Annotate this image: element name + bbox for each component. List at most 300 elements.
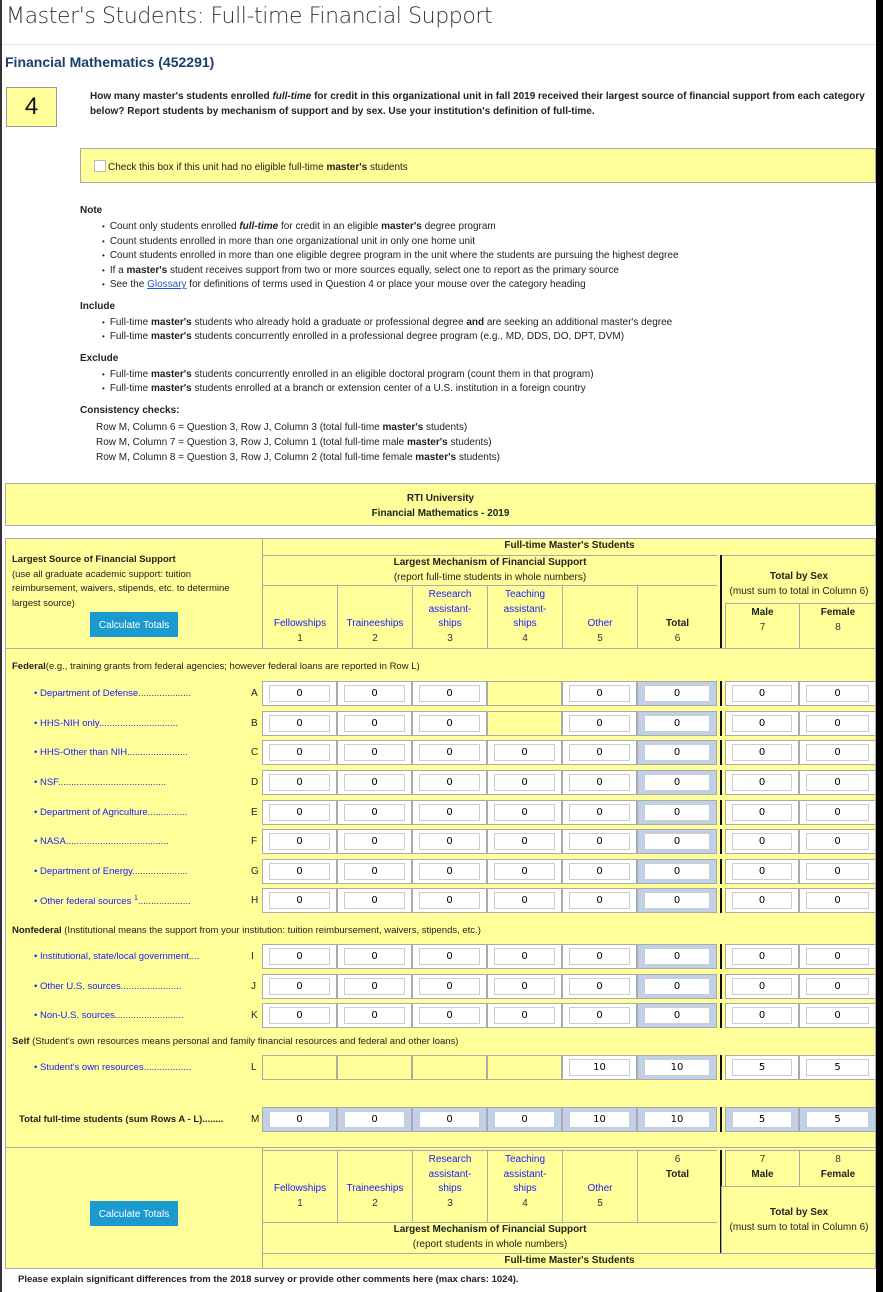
- value-cell: [262, 740, 337, 765]
- input-row-m-col-8[interactable]: [806, 1111, 869, 1128]
- column-separator: [720, 1055, 722, 1080]
- no-students-option: [80, 148, 876, 183]
- value-cell: [562, 974, 637, 999]
- value-cell: [562, 859, 637, 884]
- value-cell: [637, 1055, 717, 1080]
- column-separator: [720, 1107, 722, 1132]
- exclude-heading: Exclude: [80, 352, 119, 364]
- column-header-bottom-8: 8 Female: [799, 1150, 876, 1186]
- value-cell: [637, 1107, 717, 1132]
- value-cell: [799, 800, 876, 825]
- total-by-sex-heading-top: Total by Sex (must sum to total in Column 6): [721, 555, 876, 603]
- column-header-3[interactable]: Research assistant- ships 3: [412, 585, 487, 648]
- input-row-a-col-7[interactable]: [732, 685, 792, 702]
- value-cell: [799, 711, 876, 736]
- nonfederal-section-label: Nonfederal (Institutional means the support from your institution: tuition reimbursement, waivers, stipends, etc.): [12, 925, 481, 936]
- column-separator: [720, 681, 722, 706]
- row-letter: F: [251, 836, 258, 847]
- input-row-k-col-5[interactable]: [569, 1007, 630, 1024]
- column-header-bottom-4[interactable]: Teaching assistant- ships 4: [487, 1150, 562, 1222]
- value-cell: [637, 740, 717, 765]
- full-time-heading-bottom: Full-time Master's Students: [262, 1253, 876, 1269]
- question-text-emphasis: full-time: [272, 91, 312, 102]
- input-row-k-col-8[interactable]: [806, 1007, 869, 1024]
- value-cell: [725, 1055, 799, 1080]
- input-row-h-col-6[interactable]: [644, 892, 710, 909]
- value-cell: [725, 888, 799, 913]
- empty-cell: [337, 1055, 412, 1080]
- input-row-c-col-2[interactable]: [344, 744, 405, 761]
- value-cell: [725, 800, 799, 825]
- value-cell: [412, 888, 487, 913]
- value-cell: [562, 1055, 637, 1080]
- input-row-h-col-5[interactable]: [569, 892, 630, 909]
- checks-heading: Consistency checks:: [80, 404, 180, 416]
- input-row-f-col-3[interactable]: [419, 833, 480, 850]
- column-separator: [720, 740, 722, 765]
- value-cell: [637, 888, 717, 913]
- no-students-checkbox[interactable]: [94, 160, 106, 172]
- value-cell: [262, 974, 337, 999]
- input-row-k-col-6[interactable]: [644, 1007, 710, 1024]
- source-heading: Largest Source of Financial Support: [12, 554, 176, 565]
- column-separator: [720, 800, 722, 825]
- input-row-e-col-8[interactable]: [806, 804, 869, 821]
- row-label-d[interactable]: • NSF.........................................: [34, 777, 167, 788]
- question-text: [90, 89, 875, 119]
- check-item: Row M, Column 8 = Question 3, Row J, Column 2 (total full-time female master's students): [96, 451, 500, 463]
- input-row-g-col-2[interactable]: [344, 863, 405, 880]
- value-cell: [412, 770, 487, 795]
- support-table: [5, 538, 876, 1269]
- value-cell: [262, 800, 337, 825]
- value-cell: [487, 1107, 562, 1132]
- check-item: Row M, Column 6 = Question 3, Row J, Column 3 (total full-time master's students): [96, 421, 468, 433]
- input-row-c-col-4[interactable]: [494, 744, 555, 761]
- instructions: [80, 205, 870, 465]
- row-letter: M: [251, 1114, 260, 1125]
- value-cell: [337, 740, 412, 765]
- input-row-d-col-8[interactable]: [806, 774, 869, 791]
- row-label-l[interactable]: • Student's own resources..................: [34, 1062, 192, 1073]
- input-row-k-col-1[interactable]: [269, 1007, 330, 1024]
- input-row-i-col-1[interactable]: [269, 948, 330, 965]
- row-letter: L: [251, 1062, 257, 1073]
- total-row-label: Total full-time students (sum Rows A - L)........: [19, 1114, 224, 1125]
- input-row-g-col-1[interactable]: [269, 863, 330, 880]
- value-cell: [799, 1055, 876, 1080]
- column-header-4[interactable]: Teaching assistant- ships 4: [487, 585, 562, 648]
- value-cell: [799, 974, 876, 999]
- input-row-b-col-5[interactable]: [569, 715, 630, 732]
- value-cell: [637, 800, 717, 825]
- divider: [6, 1147, 876, 1148]
- unit-title: Financial Mathematics (452291): [5, 54, 215, 70]
- row-label-c[interactable]: • HHS-Other than NIH.......................: [34, 747, 188, 758]
- exclude-item: • Full-time master's students enrolled at a branch or extension center of a U.S. institution in a foreign country: [102, 382, 870, 397]
- input-row-k-col-3[interactable]: [419, 1007, 480, 1024]
- value-cell: [412, 800, 487, 825]
- input-row-g-col-3[interactable]: [419, 863, 480, 880]
- value-cell: [487, 800, 562, 825]
- include-list: [80, 316, 870, 345]
- value-cell: [487, 1003, 562, 1028]
- input-row-h-col-2[interactable]: [344, 892, 405, 909]
- input-row-j-col-2[interactable]: [344, 978, 405, 995]
- column-header-bottom-1[interactable]: Fellowships 1: [262, 1150, 337, 1222]
- value-cell: [337, 1003, 412, 1028]
- value-cell: [262, 1003, 337, 1028]
- input-row-b-col-3[interactable]: [419, 715, 480, 732]
- empty-cell: [487, 681, 562, 706]
- value-cell: [725, 1107, 799, 1132]
- input-row-f-col-1[interactable]: [269, 833, 330, 850]
- value-cell: [562, 888, 637, 913]
- value-cell: [725, 1003, 799, 1028]
- value-cell: [337, 1107, 412, 1132]
- row-label-e[interactable]: • Department of Agriculture...............: [34, 807, 188, 818]
- input-row-c-col-6[interactable]: [644, 744, 710, 761]
- input-row-j-col-7[interactable]: [732, 978, 792, 995]
- row-letter: H: [251, 895, 259, 906]
- input-row-d-col-2[interactable]: [344, 774, 405, 791]
- input-row-a-col-5[interactable]: [569, 685, 630, 702]
- value-cell: [799, 859, 876, 884]
- input-row-f-col-2[interactable]: [344, 833, 405, 850]
- value-cell: [487, 888, 562, 913]
- value-cell: [487, 740, 562, 765]
- input-row-g-col-7[interactable]: [732, 863, 792, 880]
- mechanism-heading-top: Largest Mechanism of Financial Support (report full-time students in whole numbers): [262, 555, 717, 585]
- glossary-link[interactable]: Glossary: [147, 279, 187, 290]
- value-cell: [637, 770, 717, 795]
- row-letter: G: [251, 866, 259, 877]
- value-cell: [799, 1107, 876, 1132]
- input-row-g-col-4[interactable]: [494, 863, 555, 880]
- value-cell: [637, 1003, 717, 1028]
- input-row-i-col-5[interactable]: [569, 948, 630, 965]
- row-label-i[interactable]: • Institutional, state/local government....: [34, 951, 200, 962]
- value-cell: [799, 1003, 876, 1028]
- column-header-bottom-5[interactable]: Other 5: [562, 1150, 637, 1222]
- check-item: Row M, Column 7 = Question 3, Row J, Column 1 (total full-time male master's students): [96, 436, 492, 448]
- value-cell: [562, 711, 637, 736]
- column-separator: [720, 1003, 722, 1028]
- value-cell: [412, 740, 487, 765]
- input-row-f-col-7[interactable]: [732, 833, 792, 850]
- comments-prompt: Please explain significant differences from the 2018 survey or provide other comments here (max chars: 1024).: [5, 1269, 876, 1292]
- value-cell: [799, 770, 876, 795]
- input-row-j-col-3[interactable]: [419, 978, 480, 995]
- input-row-e-col-6[interactable]: [644, 804, 710, 821]
- input-row-l-col-7[interactable]: [732, 1059, 792, 1076]
- note-heading: Note: [80, 205, 103, 216]
- note-item: • Count students enrolled in more than one organizational unit in only one home unit: [102, 235, 870, 250]
- input-row-i-col-2[interactable]: [344, 948, 405, 965]
- value-cell: [487, 974, 562, 999]
- column-header-bottom-3[interactable]: Research assistant- ships 3: [412, 1150, 487, 1222]
- column-header-2[interactable]: Traineeships 2: [337, 585, 412, 648]
- value-cell: [562, 681, 637, 706]
- input-row-l-col-5[interactable]: [569, 1059, 630, 1076]
- value-cell: [262, 770, 337, 795]
- value-cell: [487, 770, 562, 795]
- column-header-6: Total 6: [637, 585, 717, 648]
- value-cell: [725, 770, 799, 795]
- input-row-f-col-6[interactable]: [644, 833, 710, 850]
- value-cell: [412, 681, 487, 706]
- input-row-e-col-2[interactable]: [344, 804, 405, 821]
- value-cell: [412, 974, 487, 999]
- input-row-i-col-3[interactable]: [419, 948, 480, 965]
- empty-cell: [412, 1055, 487, 1080]
- value-cell: [799, 944, 876, 969]
- consistency-checks: [80, 420, 870, 465]
- value-cell: [412, 711, 487, 736]
- input-row-d-col-6[interactable]: [644, 774, 710, 791]
- value-cell: [412, 829, 487, 854]
- divider: [262, 1147, 263, 1269]
- input-row-f-col-4[interactable]: [494, 833, 555, 850]
- exclude-item: • Full-time master's students concurrently enrolled in an eligible doctoral program (count them in that program): [102, 368, 870, 383]
- value-cell: [725, 711, 799, 736]
- column-separator: [720, 859, 722, 884]
- input-row-d-col-4[interactable]: [494, 774, 555, 791]
- federal-section-label: Federal(e.g., training grants from federal agencies; however federal loans are reported in Row L): [12, 661, 420, 672]
- input-row-a-col-8[interactable]: [806, 685, 869, 702]
- column-header-8: Female 8: [799, 603, 876, 648]
- divider: [6, 648, 876, 649]
- row-letter: A: [251, 688, 258, 699]
- input-row-c-col-3[interactable]: [419, 744, 480, 761]
- value-cell: [337, 711, 412, 736]
- column-header-bottom-6: 6 Total: [637, 1150, 717, 1222]
- full-time-heading-top: Full-time Master's Students: [262, 539, 876, 555]
- row-label-k[interactable]: • Non-U.S. sources..........................: [34, 1010, 184, 1021]
- value-cell: [725, 859, 799, 884]
- note-item: • If a master's student receives support from two or more sources equally, select one to report as the primary source: [102, 264, 870, 279]
- source-subtext: (use all graduate academic support: tuition reimbursement, waivers, stipends, etc. to determine largest source): [12, 568, 230, 609]
- value-cell: [562, 740, 637, 765]
- input-row-c-col-8[interactable]: [806, 744, 869, 761]
- input-row-k-col-4[interactable]: [494, 1007, 555, 1024]
- input-row-b-col-1[interactable]: [269, 715, 330, 732]
- input-row-m-col-3[interactable]: [419, 1111, 480, 1128]
- value-cell: [562, 829, 637, 854]
- row-label-g[interactable]: • Department of Energy.....................: [34, 866, 188, 877]
- page-title: Master's Students: Full-time Financial Support: [2, 0, 876, 45]
- include-item: • Full-time master's students who already hold a graduate or professional degree and are seeking an additional master's degree: [102, 316, 870, 331]
- value-cell: [337, 888, 412, 913]
- input-row-k-col-7[interactable]: [732, 1007, 792, 1024]
- value-cell: [262, 859, 337, 884]
- value-cell: [637, 681, 717, 706]
- value-cell: [725, 944, 799, 969]
- institution-header: [5, 483, 876, 526]
- input-row-h-col-4[interactable]: [494, 892, 555, 909]
- input-row-b-col-8[interactable]: [806, 715, 869, 732]
- total-by-sex-heading-bottom: Total by Sex (must sum to total in Column 6): [721, 1186, 876, 1253]
- calculate-totals-button-bottom[interactable]: Calculate Totals: [90, 1201, 178, 1226]
- input-row-b-col-7[interactable]: [732, 715, 792, 732]
- note-item: • Count only students enrolled full-time for credit in an eligible master's degree program: [102, 220, 870, 235]
- input-row-a-col-3[interactable]: [419, 685, 480, 702]
- value-cell: [562, 944, 637, 969]
- input-row-j-col-1[interactable]: [269, 978, 330, 995]
- input-row-a-col-1[interactable]: [269, 685, 330, 702]
- source-heading-block: [12, 553, 257, 611]
- value-cell: [637, 711, 717, 736]
- input-row-a-col-2[interactable]: [344, 685, 405, 702]
- note-item: • Count students enrolled in more than one eligible degree program in the unit where the students are pursuing the highest degree: [102, 249, 870, 264]
- input-row-l-col-8[interactable]: [806, 1059, 869, 1076]
- row-letter: C: [251, 747, 259, 758]
- row-letter: I: [251, 951, 254, 962]
- input-row-l-col-6[interactable]: [644, 1059, 710, 1076]
- input-row-g-col-5[interactable]: [569, 863, 630, 880]
- input-row-i-col-7[interactable]: [732, 948, 792, 965]
- value-cell: [562, 1107, 637, 1132]
- value-cell: [799, 681, 876, 706]
- input-row-a-col-6[interactable]: [644, 685, 710, 702]
- input-row-i-col-8[interactable]: [806, 948, 869, 965]
- value-cell: [337, 800, 412, 825]
- value-cell: [337, 681, 412, 706]
- input-row-m-col-2[interactable]: [344, 1111, 405, 1128]
- input-row-i-col-4[interactable]: [494, 948, 555, 965]
- value-cell: [412, 859, 487, 884]
- input-row-d-col-1[interactable]: [269, 774, 330, 791]
- value-cell: [262, 711, 337, 736]
- column-header-1[interactable]: Fellowships 1: [262, 585, 337, 648]
- input-row-m-col-1[interactable]: [269, 1111, 330, 1128]
- column-separator: [720, 974, 722, 999]
- input-row-j-col-4[interactable]: [494, 978, 555, 995]
- question-text-part: How many master's students enrolled: [90, 91, 273, 102]
- value-cell: [799, 829, 876, 854]
- input-row-h-col-1[interactable]: [269, 892, 330, 909]
- unit-year: Financial Mathematics - 2019: [371, 508, 510, 519]
- value-cell: [412, 944, 487, 969]
- column-header-bottom-2[interactable]: Traineeships 2: [337, 1150, 412, 1222]
- value-cell: [337, 829, 412, 854]
- column-separator: [720, 555, 722, 648]
- value-cell: [637, 829, 717, 854]
- input-row-g-col-6[interactable]: [644, 863, 710, 880]
- value-cell: [337, 944, 412, 969]
- input-row-c-col-7[interactable]: [732, 744, 792, 761]
- input-row-i-col-6[interactable]: [644, 948, 710, 965]
- value-cell: [725, 740, 799, 765]
- row-label-h[interactable]: • Other federal sources $^1$....................: [34, 895, 191, 908]
- input-row-b-col-6[interactable]: [644, 715, 710, 732]
- value-cell: [562, 770, 637, 795]
- value-cell: [487, 944, 562, 969]
- value-cell: [337, 974, 412, 999]
- column-separator: [720, 770, 722, 795]
- input-row-d-col-3[interactable]: [419, 774, 480, 791]
- include-item: • Full-time master's students concurrently enrolled in a professional degree program (e.g., MD, DDS, DO, DPT, DVM): [102, 330, 870, 345]
- value-cell: [262, 1107, 337, 1132]
- input-row-c-col-1[interactable]: [269, 744, 330, 761]
- row-letter: J: [251, 981, 256, 992]
- column-header-bottom-7: 7 Male: [725, 1150, 799, 1186]
- input-row-e-col-3[interactable]: [419, 804, 480, 821]
- input-row-m-col-7[interactable]: [732, 1111, 792, 1128]
- include-heading: Include: [80, 300, 116, 312]
- row-label-f[interactable]: • NASA.......................................: [34, 836, 169, 847]
- input-row-m-col-6[interactable]: [644, 1111, 710, 1128]
- value-cell: [562, 800, 637, 825]
- column-separator: [720, 888, 722, 913]
- input-row-k-col-2[interactable]: [344, 1007, 405, 1024]
- calculate-totals-button-top[interactable]: Calculate Totals: [90, 612, 178, 637]
- column-header-5[interactable]: Other 5: [562, 585, 637, 648]
- row-letter: E: [251, 807, 258, 818]
- input-row-e-col-5[interactable]: [569, 804, 630, 821]
- empty-cell: [487, 711, 562, 736]
- input-row-e-col-7[interactable]: [732, 804, 792, 821]
- input-row-d-col-5[interactable]: [569, 774, 630, 791]
- row-label-a[interactable]: • Department of Defense....................: [34, 688, 191, 699]
- input-row-d-col-7[interactable]: [732, 774, 792, 791]
- column-separator: [720, 829, 722, 854]
- value-cell: [725, 974, 799, 999]
- question-text-part: for credit in this organizational unit in fall 2019 received their largest source of financial support from each category below? Report students by mechanism of support and by sex. Use your institution's definition of full-time.: [90, 91, 865, 117]
- row-letter: D: [251, 777, 259, 788]
- institution-name: RTI University: [406, 493, 475, 504]
- value-cell: [337, 859, 412, 884]
- value-cell: [412, 1003, 487, 1028]
- value-cell: [637, 974, 717, 999]
- self-section-label: Self (Student's own resources means personal and family financial resources and federal and other loans): [12, 1036, 459, 1047]
- input-row-g-col-8[interactable]: [806, 863, 869, 880]
- input-row-m-col-4[interactable]: [494, 1111, 555, 1128]
- input-row-j-col-6[interactable]: [644, 978, 710, 995]
- value-cell: [725, 829, 799, 854]
- row-letter: B: [251, 718, 258, 729]
- input-row-e-col-4[interactable]: [494, 804, 555, 821]
- input-row-h-col-3[interactable]: [419, 892, 480, 909]
- mechanism-heading-bottom: Largest Mechanism of Financial Support (report students in whole numbers): [262, 1222, 717, 1253]
- input-row-h-col-7[interactable]: [732, 892, 792, 909]
- value-cell: [337, 770, 412, 795]
- input-row-f-col-5[interactable]: [569, 833, 630, 850]
- input-row-f-col-8[interactable]: [806, 833, 869, 850]
- input-row-c-col-5[interactable]: [569, 744, 630, 761]
- note-item: • See the Glossary for definitions of terms used in Question 4 or place your mouse over the category heading: [102, 278, 870, 293]
- question-number: 4: [6, 87, 57, 127]
- input-row-h-col-8[interactable]: [806, 892, 869, 909]
- input-row-j-col-5[interactable]: [569, 978, 630, 995]
- input-row-e-col-1[interactable]: [269, 804, 330, 821]
- value-cell: [562, 1003, 637, 1028]
- exclude-list: [80, 368, 870, 397]
- input-row-m-col-5[interactable]: [569, 1111, 630, 1128]
- row-label-j[interactable]: • Other U.S. sources.......................: [34, 981, 182, 992]
- empty-cell: [262, 1055, 337, 1080]
- row-letter: K: [251, 1010, 258, 1021]
- input-row-b-col-2[interactable]: [344, 715, 405, 732]
- value-cell: [725, 681, 799, 706]
- value-cell: [262, 888, 337, 913]
- input-row-j-col-8[interactable]: [806, 978, 869, 995]
- value-cell: [262, 829, 337, 854]
- value-cell: [487, 859, 562, 884]
- value-cell: [637, 944, 717, 969]
- column-header-7: Male 7: [725, 603, 799, 648]
- row-label-b[interactable]: • HHS-NIH only..............................: [34, 718, 179, 729]
